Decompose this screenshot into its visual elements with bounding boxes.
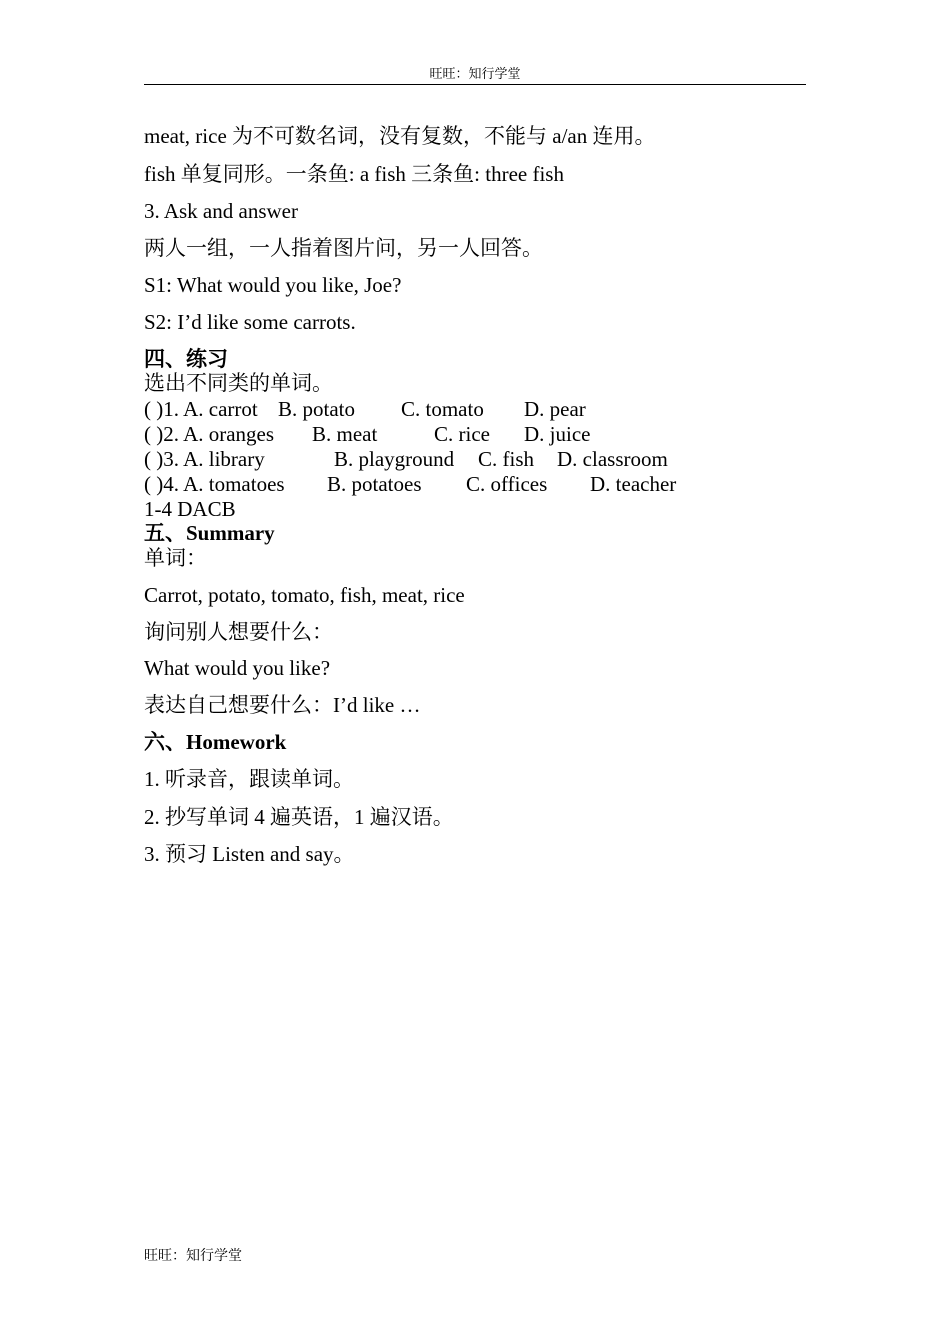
header-divider bbox=[144, 84, 806, 85]
express-sentence: 表达自己想要什么：I’d like … bbox=[144, 693, 421, 717]
note-fish-plural: fish 单复同形。一条鱼: a fish 三条鱼: three fish bbox=[144, 162, 564, 186]
question-option-d: D. juice bbox=[524, 422, 591, 446]
homework-item: 1. 听录音，跟读单词。 bbox=[144, 767, 354, 791]
page-header: 旺旺：知行学堂 bbox=[429, 66, 521, 81]
question-option-b: B. playground bbox=[334, 447, 455, 471]
ask-sentence: What would you like? bbox=[144, 656, 331, 680]
question-option-a: ( )3. A. library bbox=[144, 447, 265, 471]
answer-key: 1-4 DACB bbox=[144, 497, 236, 521]
question-option-c: C. tomato bbox=[401, 397, 484, 421]
question-option-b: B. potatoes bbox=[327, 472, 422, 496]
question-option-d: D. teacher bbox=[590, 472, 677, 496]
question-option-c: C. rice bbox=[434, 422, 490, 446]
homework-item: 2. 抄写单词 4 遍英语，1 遍汉语。 bbox=[144, 805, 454, 829]
activity-title: 3. Ask and answer bbox=[144, 199, 298, 223]
question-option-a: ( )1. A. carrot bbox=[144, 397, 258, 421]
dialog-line-s1: S1: What would you like, Joe? bbox=[144, 273, 402, 297]
note-uncountable: meat, rice 为不可数名词，没有复数，不能与 a/an 连用。 bbox=[144, 124, 656, 148]
activity-instruction: 两人一组，一人指着图片问，另一人回答。 bbox=[144, 236, 543, 260]
words-label: 单词： bbox=[144, 546, 207, 570]
question-option-a: ( )2. A. oranges bbox=[144, 422, 275, 446]
question-row bbox=[144, 397, 806, 421]
question-row bbox=[144, 472, 806, 496]
section-summary-title: 五、Summary bbox=[144, 521, 275, 545]
question-row bbox=[144, 447, 806, 471]
question-option-c: C. offices bbox=[466, 472, 548, 496]
question-option-d: D. pear bbox=[524, 397, 586, 421]
question-row bbox=[144, 422, 806, 446]
dialog-line-s2: S2: I’d like some carrots. bbox=[144, 310, 356, 334]
homework-item: 3. 预习 Listen and say。 bbox=[144, 842, 355, 866]
page-footer: 旺旺：知行学堂 bbox=[144, 1249, 242, 1264]
question-option-b: B. meat bbox=[312, 422, 378, 446]
question-option-b: B. potato bbox=[278, 397, 355, 421]
ask-label: 询问别人想要什么： bbox=[144, 620, 333, 644]
practice-instruction: 选出不同类的单词。 bbox=[144, 371, 333, 395]
section-practice-title: 四、练习 bbox=[144, 347, 228, 371]
words-list: Carrot, potato, tomato, fish, meat, rice bbox=[144, 583, 465, 607]
question-option-a: ( )4. A. tomatoes bbox=[144, 472, 285, 496]
question-option-d: D. classroom bbox=[557, 447, 668, 471]
question-option-c: C. fish bbox=[478, 447, 535, 471]
section-homework-title: 六、Homework bbox=[144, 730, 287, 754]
